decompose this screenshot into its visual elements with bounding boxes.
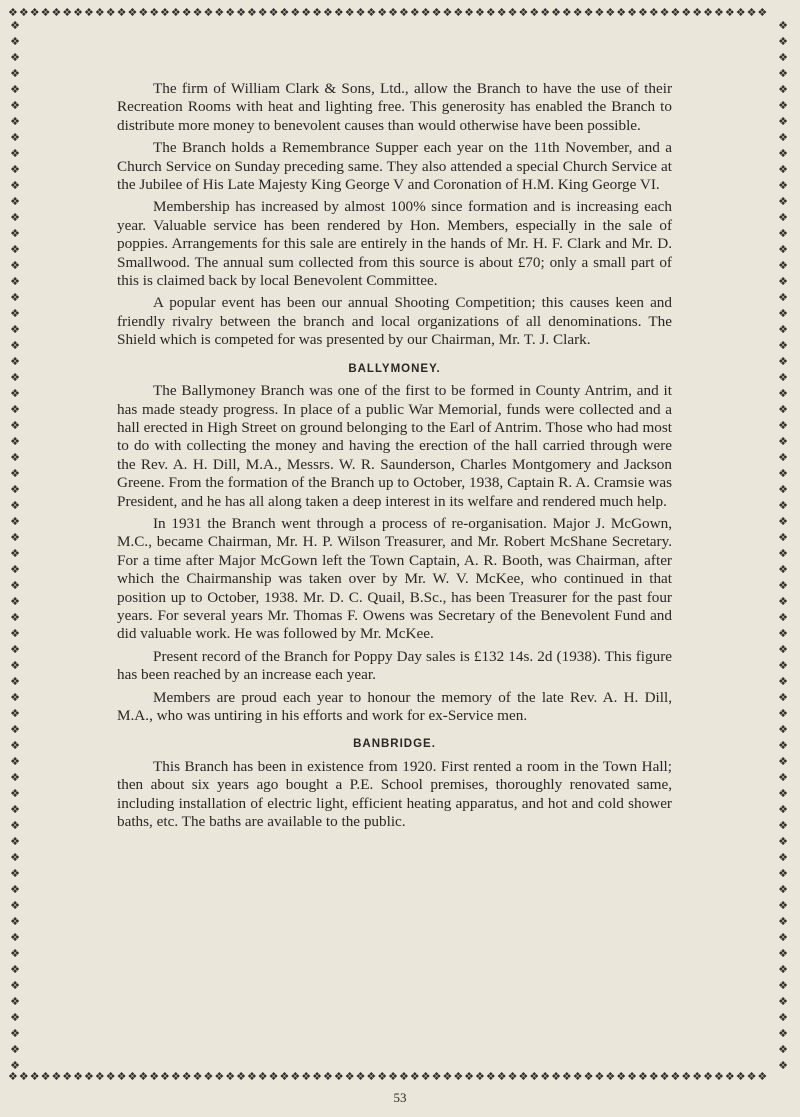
paragraph: The Ballymoney Branch was one of the first to be formed in County Antrim, and it has made steady progress. In place of a public War Memorial, funds were collected and a hall erected in High Street on ground belonging to the Earl of Antrim. Those who had most to do with collecting the money and having the erection of the hall carried through were the Rev. A. H. Dill, M.A., Messrs. W. R. Saunderson, Charles Montgomery and Jackson Greene. From the formation of the Branch up to October, 1938, Captain R. A. Cramsie was President, and he has all along taken a deep interest in its welfare and rendered much help. [117, 382, 672, 510]
paragraph: A popular event has been our annual Shooting Competition; this causes keen and friendly rivalry between the branch and local organizations of all denominations. The Shield which is competed for was presented by our Chairman, Mr. T. J. Clark. [117, 294, 672, 349]
decorative-border-top: ❖❖❖❖❖❖❖❖❖❖❖❖❖❖❖❖❖❖❖❖❖❖❖❖❖❖❖❖❖❖❖❖❖❖❖❖❖❖❖❖❖❖❖❖❖❖❖❖❖❖❖❖❖❖❖❖❖❖❖❖❖❖❖❖❖❖❖❖❖❖ [8, 6, 769, 19]
paragraph: Present record of the Branch for Poppy Day sales is £132 14s. 2d (1938). This figure has been reached by an increase each year. [117, 647, 672, 684]
decorative-border-bottom: ❖❖❖❖❖❖❖❖❖❖❖❖❖❖❖❖❖❖❖❖❖❖❖❖❖❖❖❖❖❖❖❖❖❖❖❖❖❖❖❖❖❖❖❖❖❖❖❖❖❖❖❖❖❖❖❖❖❖❖❖❖❖❖❖❖❖❖❖❖❖ [8, 1070, 769, 1083]
decorative-border-left: ❖❖❖❖❖❖❖❖❖❖❖❖❖❖❖❖❖❖❖❖❖❖❖❖❖❖❖❖❖❖❖❖❖❖❖❖❖❖❖❖❖❖❖❖❖❖❖❖❖❖❖❖❖❖❖❖❖❖❖❖❖❖❖❖❖❖ [10, 19, 20, 1070]
paragraph: This Branch has been in existence from 1920. First rented a room in the Town Hall; then about six years ago bought a P.E. School premises, thoroughly renovated same, including installation of electric light, efficient heating apparatus, and hot and cold shower baths, etc. The baths are available to the public. [117, 757, 672, 831]
paragraph: In 1931 the Branch went through a process of re-organisation. Major J. McGown, M.C., became Chairman, Mr. H. P. Wilson Treasurer, and Mr. Robert McShane Secretary. For a time after Major McGown left the Town Captain, A. R. Booth, was Chairman, after which the Chairmanship was taken over by Mr. W. V. McKee, who continued in that position up to October, 1938. Mr. D. C. Quail, B.Sc., has been Treasurer for the past four years. For several years Mr. Thomas F. Owens was Secretary of the Benevolent Fund and did valuable work. He was followed by Mr. McKee. [117, 514, 672, 643]
section-heading-ballymoney: BALLYMONEY. [348, 362, 441, 375]
page-text [117, 80, 672, 835]
paragraph: Membership has increased by almost 100% since formation and is increasing each year. Valuable service has been rendered by Hon. Members, especially in the sale of poppies. Arrangements for this sale are entirely in the hands of Mr. H. F. Clark and Mr. D. Smallwood. The annual sum collected from this source is about £70; only a small part of this is claimed back by local Benevolent Committee. [117, 198, 672, 290]
paragraph: Members are proud each year to honour the memory of the late Rev. A. H. Dill, M.A., who was untiring in his efforts and work for ex-Service men. [117, 688, 672, 724]
section-heading-banbridge: BANBRIDGE. [353, 738, 436, 751]
paragraph: The Branch holds a Remembrance Supper each year on the 11th November, and a Church Service on Sunday preceding same. They also attended a special Church Service at the Jubilee of His Late Majesty King George V and Coronation of H.M. King George VI. [117, 139, 672, 194]
decorative-border-right: ❖❖❖❖❖❖❖❖❖❖❖❖❖❖❖❖❖❖❖❖❖❖❖❖❖❖❖❖❖❖❖❖❖❖❖❖❖❖❖❖❖❖❖❖❖❖❖❖❖❖❖❖❖❖❖❖❖❖❖❖❖❖❖❖❖❖ [778, 19, 788, 1070]
page-number: 53 [393, 1090, 407, 1105]
paragraph: The firm of William Clark & Sons, Ltd., allow the Branch to have the use of their Recreation Rooms with heat and lighting free. This generosity has enabled the Branch to distribute more money to benevolent causes than would otherwise have been possible. [117, 80, 672, 134]
